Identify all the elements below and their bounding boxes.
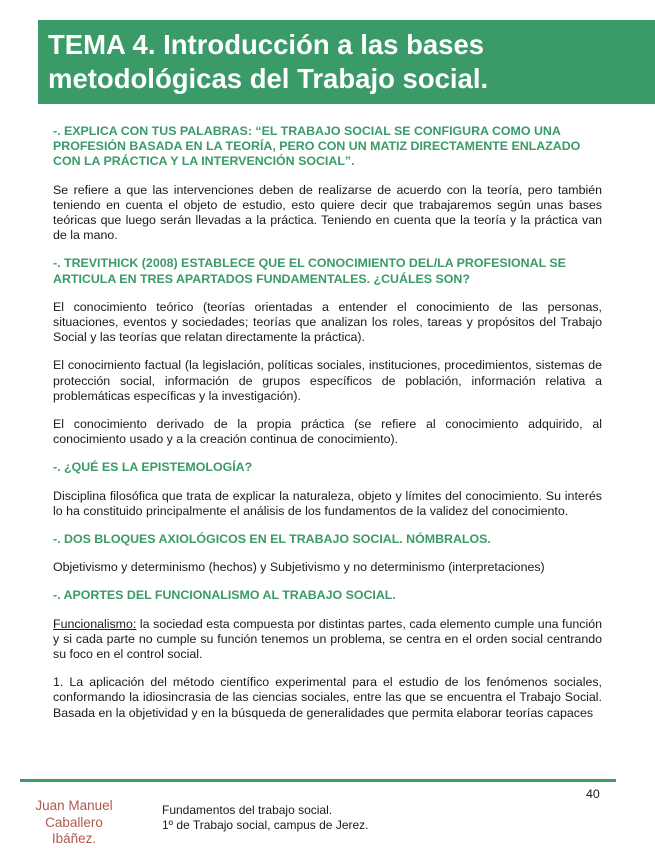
course-info — [162, 803, 369, 833]
answer-paragraph: 1. La aplicación del método científico experimental para el estudio de los fenómenos sociales, conformando la idiosincrasia de las ciencias sociales, entre las que se encuentra el Trabajo Social. Basada en la objetividad y en la búsqueda de generalidades que permita elaborar teorías capaces — [53, 675, 602, 720]
funcionalismo-paragraph — [53, 617, 602, 663]
answer-paragraph: El conocimiento derivado de la propia práctica (se refiere al conocimiento adquirido, al conocimiento usado y a la creación continua de conocimiento). — [53, 417, 602, 447]
question-heading: -. TREVITHICK (2008) ESTABLECE QUE EL CONOCIMIENTO DEL/LA PROFESIONAL SE ARTICULA EN TRES APARTADOS FUNDAMENTALES. ¿CUÁLES SON? — [53, 256, 566, 286]
title-line-2: metodológicas del Trabajo social. — [48, 63, 489, 94]
author-line-2: Caballero — [45, 814, 103, 830]
author-line-1: Juan Manuel — [35, 798, 113, 813]
title-line-1: TEMA 4. Introducción a las bases — [48, 29, 485, 60]
footer-divider — [20, 779, 616, 782]
author-line-3: Ibáñez. — [51, 831, 97, 846]
answer-paragraph: Objetivismo y determinismo (hechos) y Subjetivismo y no determinismo (interpretaciones) — [53, 560, 545, 575]
page-number: 40 — [586, 787, 600, 801]
question-heading: -. APORTES DEL FUNCIONALISMO AL TRABAJO SOCIAL. — [53, 588, 396, 603]
question-heading: -. EXPLICA CON TUS PALABRAS: “EL TRABAJO SOCIAL SE CONFIGURA COMO UNA PROFESIÓN BASADA EN LA TEORÍA, PERO CON UN MATIZ DIRECTAMENTE ENLAZADO CON LA PRÁCTICA Y LA INTERVENCIÓN SOCIAL”. — [53, 124, 581, 169]
answer-paragraph: Se refiere a que las intervenciones deben de realizarse de acuerdo con la teoría, pero también teniendo en cuenta el objeto de estudio, esto quiere decir que trabajaremos según unas bases teóricas que luego serán llevadas a la práctica. Teniendo en cuenta que la teoría y la práctica van de la mano. — [53, 182, 602, 243]
course-line-1: Fundamentos del trabajo social. — [162, 803, 333, 817]
page-title — [48, 28, 645, 96]
document-body — [53, 124, 602, 734]
funcionalismo-term: Funcionalismo: — [53, 616, 137, 631]
answer-paragraph: Disciplina filosófica que trata de explicar la naturaleza, objeto y límites del conocimiento. Su interés lo ha constituido principalmente el análisis de los fundamentos de la validez del conocimiento. — [53, 488, 602, 518]
funcionalismo-definition: la sociedad esta compuesta por distintas partes, cada elemento cumple una función y si cada parte no cumple su función tenemos un problema, se centra en el orden social centrando su foco en el control social. — [53, 616, 602, 662]
author-name — [22, 798, 126, 848]
answer-paragraph: El conocimiento teórico (teorías orientadas a entender el conocimiento de las personas, situaciones, eventos y sociedades; teorías que analizan los roles, tareas y propósitos del Trabajo Social y las teorías que relatan directamente la práctica). — [53, 299, 602, 345]
page-header — [38, 20, 655, 104]
question-heading: -. ¿QUÉ ES LA EPISTEMOLOGÍA? — [53, 460, 253, 475]
answer-paragraph: El conocimiento factual (la legislación, políticas sociales, instituciones, procedimientos, sistemas de protección social, información de grupos específicos de población, información relativa a problemáticas específicas y la investigación). — [53, 358, 602, 403]
question-heading: -. DOS BLOQUES AXIOLÓGICOS EN EL TRABAJO SOCIAL. NÓMBRALOS. — [53, 532, 491, 547]
course-line-2: 1º de Trabajo social, campus de Jerez. — [162, 818, 369, 832]
